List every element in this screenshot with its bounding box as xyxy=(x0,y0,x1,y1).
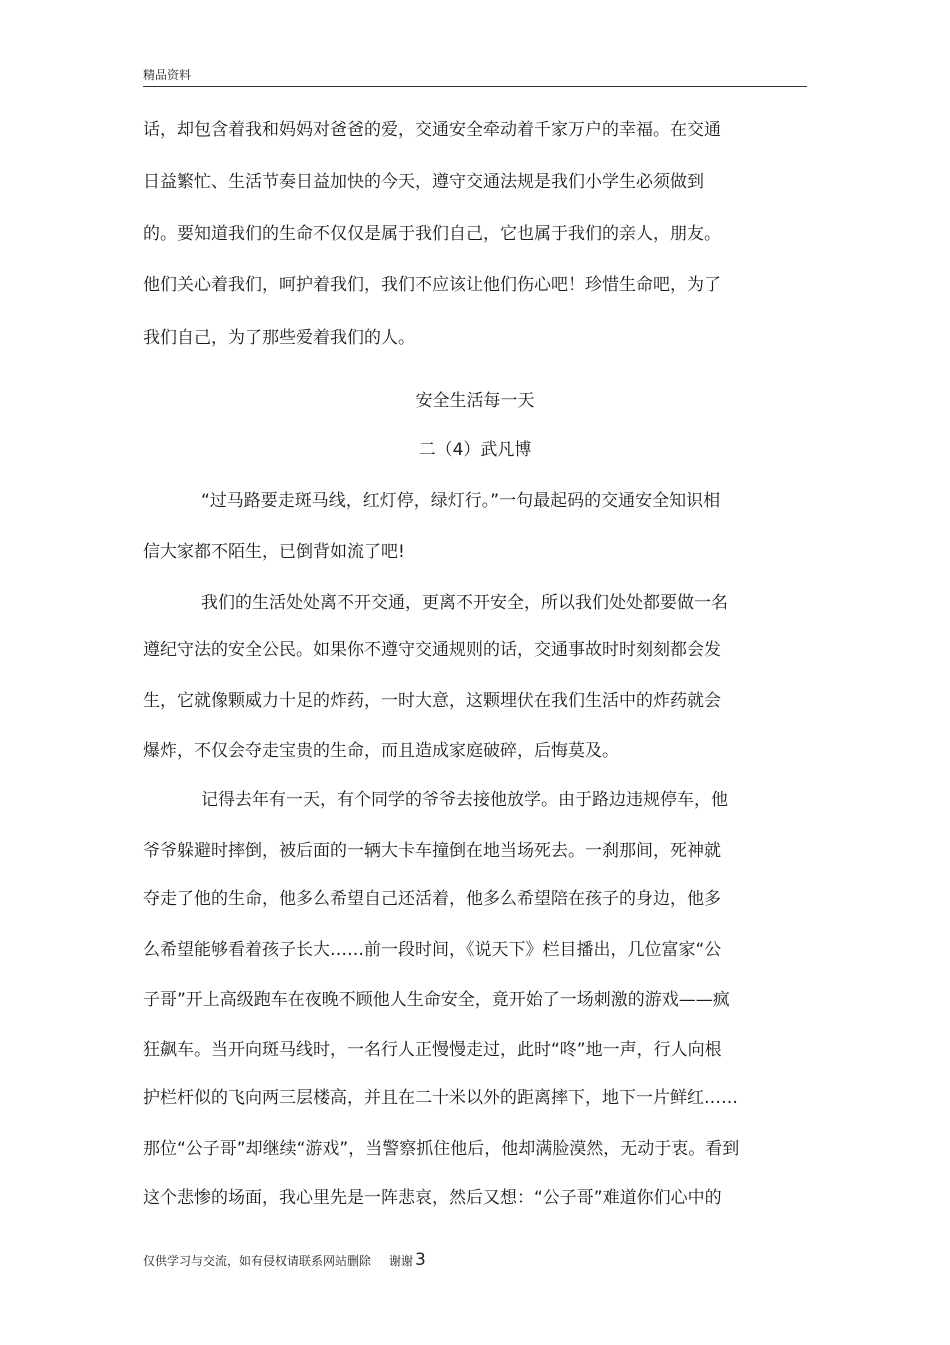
paragraph-line: 夺走了他的生命，他多么希望自己还活着，他多么希望陪在孩子的身边，他多 xyxy=(143,889,721,909)
paragraph-line: 子哥”开上高级跑车在夜晚不顾他人生命安全，竟开始了一场刺激的游戏——疯 xyxy=(143,990,730,1010)
paragraph-line: 这个悲惨的场面，我心里先是一阵悲哀，然后又想：“公子哥”难道你们心中的 xyxy=(143,1188,722,1208)
footer-notice: 仅供学习与交流，如有侵权请联系网站删除 xyxy=(143,1254,372,1268)
paragraph-line: 我们的生活处处离不开交通，更离不开安全，所以我们处处都要做一名 xyxy=(201,593,728,613)
header-label: 精品资料 xyxy=(143,68,192,82)
footer xyxy=(143,1250,426,1270)
paragraph-line: 话，却包含着我和妈妈对爸爸的爱，交通安全牵动着千家万户的幸福。在交通 xyxy=(143,120,721,140)
paragraph-line: 信大家都不陌生，已倒背如流了吧! xyxy=(143,542,405,562)
paragraph-line: “过马路要走斑马线，红灯停，绿灯行。”一句最起码的交通安全知识相 xyxy=(201,491,721,511)
paragraph-line: 护栏杆似的飞向两三层楼高，并且在二十米以外的距离摔下，地下一片鲜红…… xyxy=(143,1088,738,1108)
article-title: 安全生活每一天 xyxy=(415,391,535,411)
header-rule xyxy=(143,86,807,87)
paragraph-line: 遵纪守法的安全公民。如果你不遵守交通规则的话，交通事故时时刻刻都会发 xyxy=(143,640,721,660)
paragraph-line: 么希望能够看着孩子长大……前一段时间，《说天下》栏目播出，几位富家“公 xyxy=(143,940,722,960)
paragraph-line: 的。要知道我们的生命不仅仅是属于我们自己，它也属于我们的亲人，朋友。 xyxy=(143,224,721,244)
paragraph-line: 日益繁忙、生活节奏日益加快的今天，遵守交通法规是我们小学生必须做到 xyxy=(143,172,704,192)
footer-thanks: 谢谢 xyxy=(389,1254,414,1268)
paragraph-line: 狂飙车。当开向斑马线时，一名行人正慢慢走过，此时“咚”地一声，行人向根 xyxy=(143,1040,722,1060)
paragraph-line: 爆炸，不仅会夺走宝贵的生命，而且造成家庭破碎，后悔莫及。 xyxy=(143,741,619,761)
paragraph-line: 那位“公子哥”却继续“游戏”，当警察抓住他后，他却满脸漠然，无动于衷。看到 xyxy=(143,1139,740,1159)
page-number: 3 xyxy=(415,1250,426,1270)
article-byline: 二（4）武凡博 xyxy=(418,440,532,460)
paragraph-line: 爷爷躲避时摔倒，被后面的一辆大卡车撞倒在地当场死去。一刹那间，死神就 xyxy=(143,841,721,861)
paragraph-line: 他们关心着我们，呵护着我们，我们不应该让他们伤心吧！珍惜生命吧，为了 xyxy=(143,275,721,295)
paragraph-line: 记得去年有一天，有个同学的爷爷去接他放学。由于路边违规停车，他 xyxy=(201,790,728,810)
paragraph-line: 我们自己，为了那些爱着我们的人。 xyxy=(143,328,415,348)
paragraph-line: 生，它就像颗威力十足的炸药，一时大意，这颗埋伏在我们生活中的炸药就会 xyxy=(143,691,721,711)
